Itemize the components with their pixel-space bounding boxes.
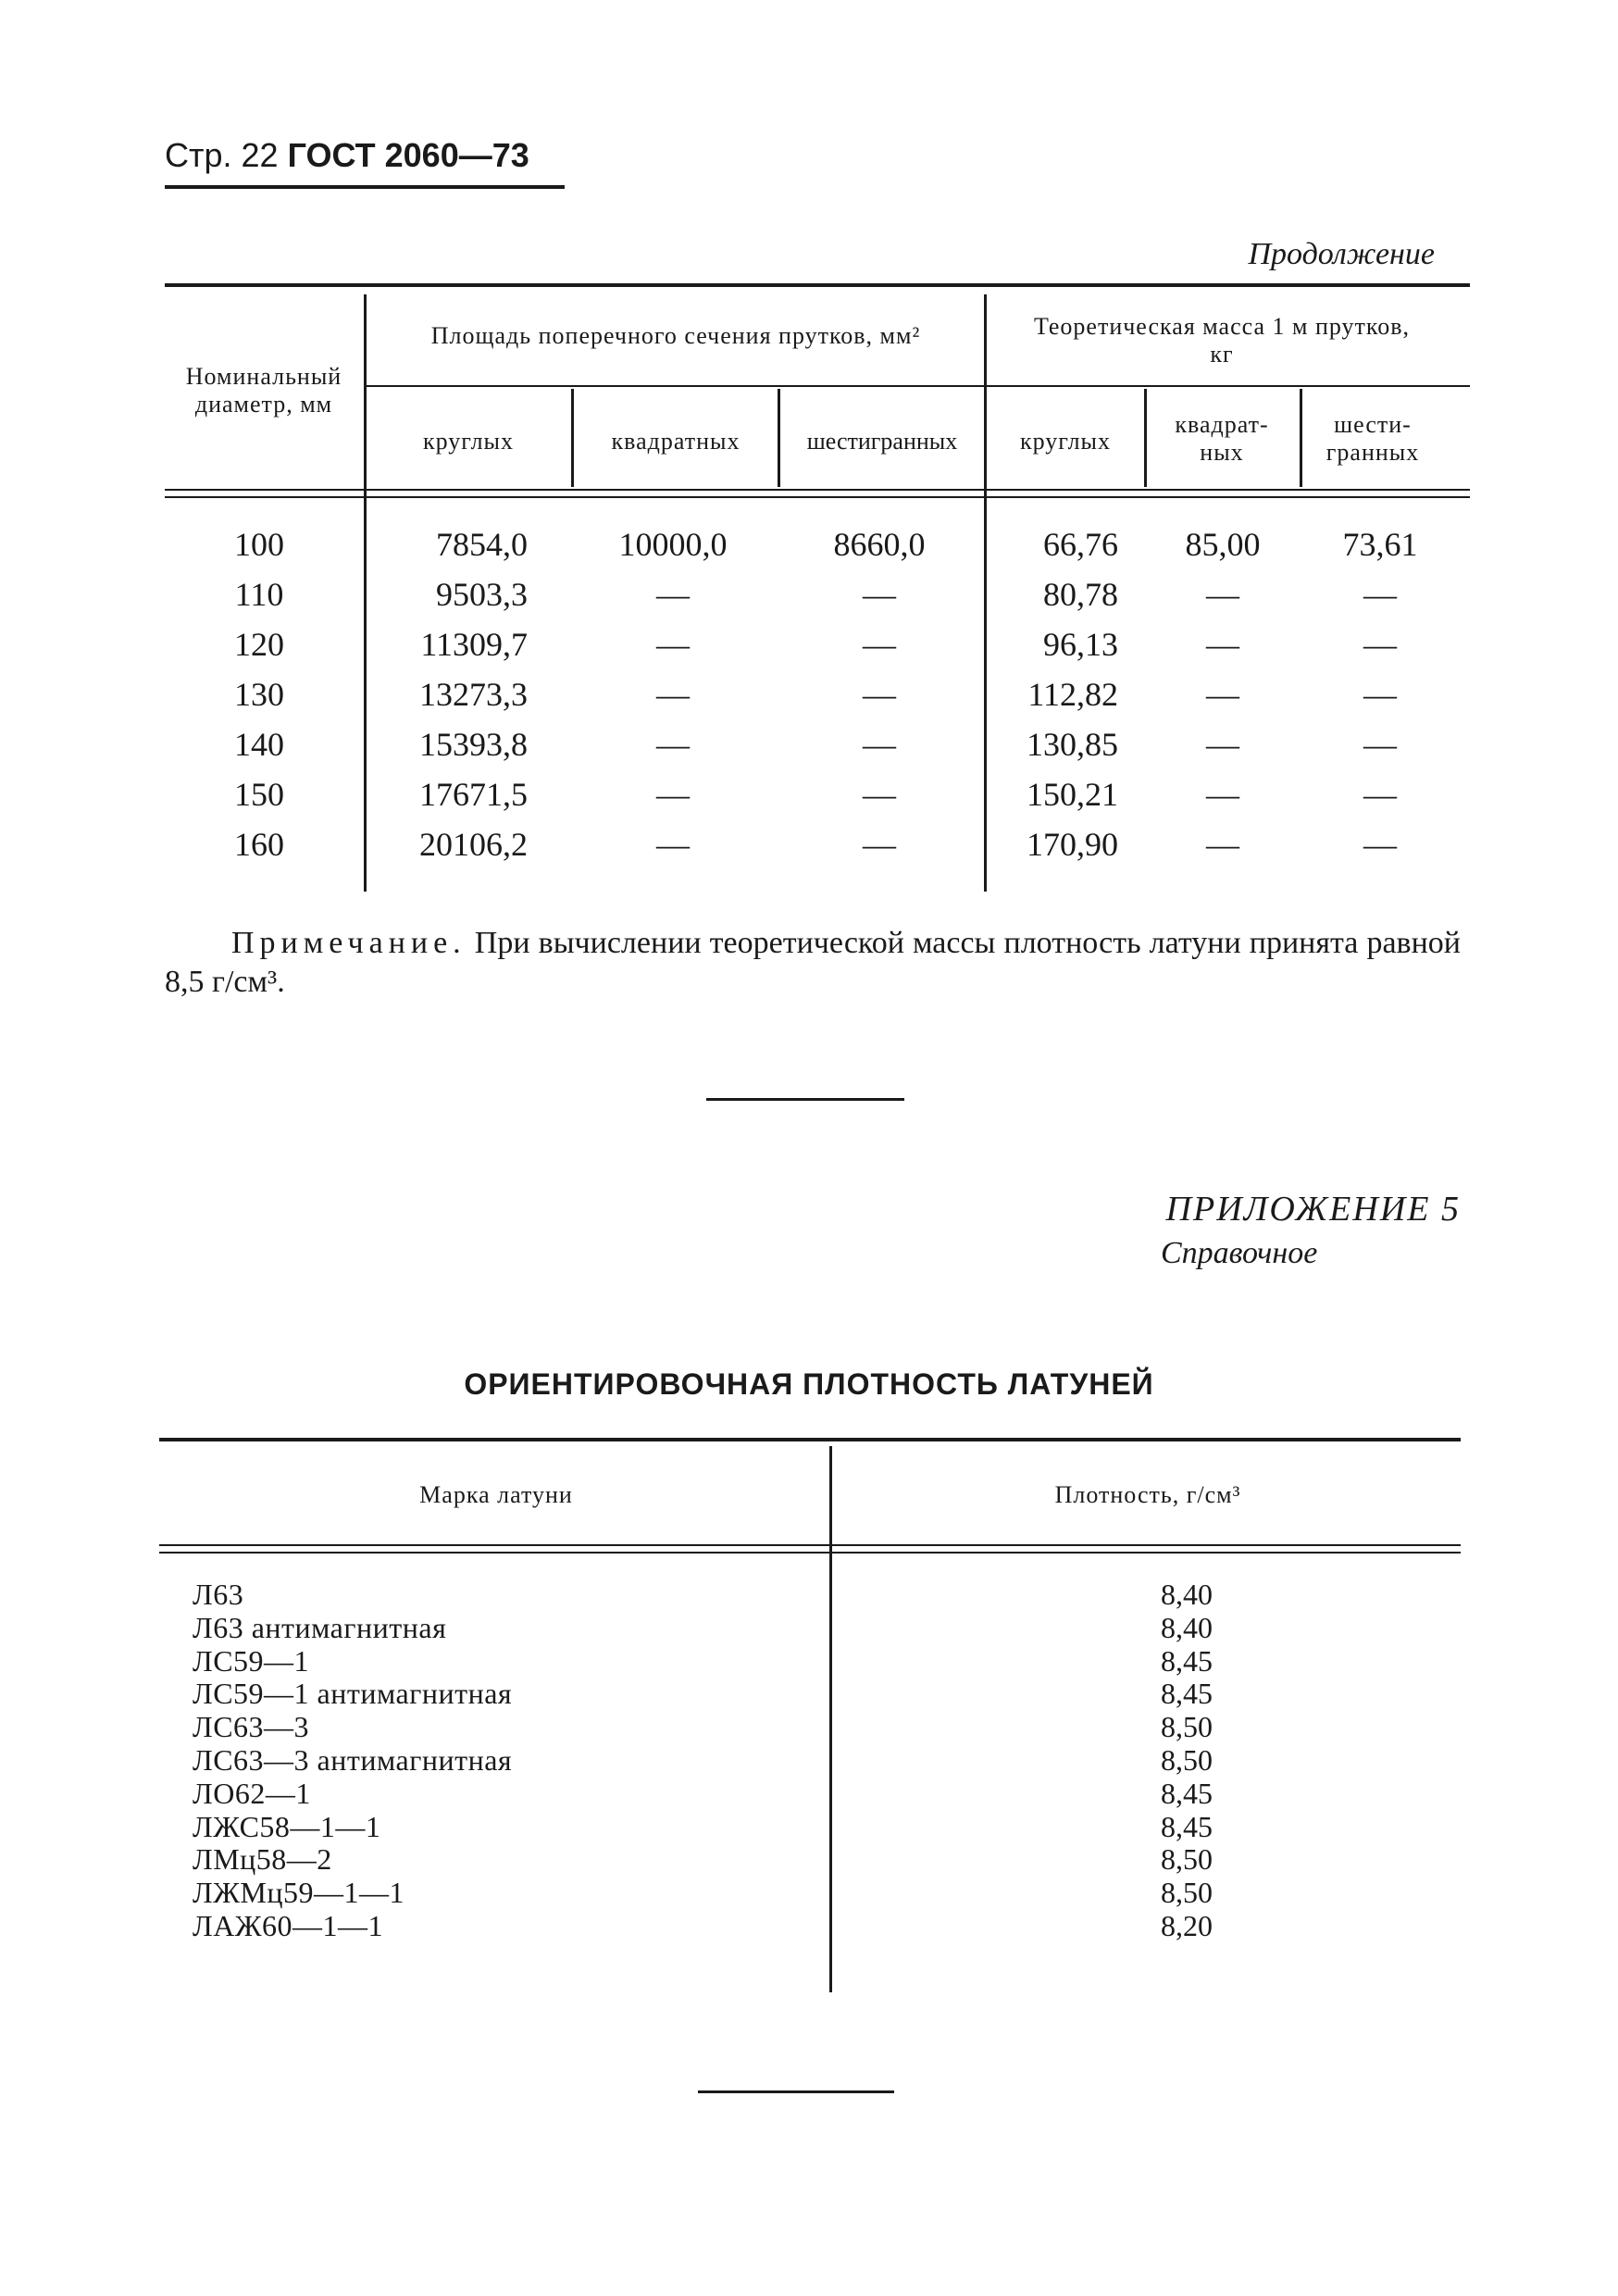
- cell-diameter: 130: [234, 676, 284, 713]
- table1-vline-1: [364, 294, 367, 892]
- cell-mass-hex: —: [1363, 776, 1397, 813]
- table-note: [165, 924, 1461, 1002]
- cell-area-square: —: [656, 576, 690, 613]
- cell-mass-round: 66,76: [1043, 526, 1118, 563]
- cell-grade: ЛС59—1 антимагнитная: [193, 1677, 513, 1711]
- cell-density: 8,45: [1161, 1643, 1213, 1678]
- cell-grade: ЛО62—1: [193, 1776, 311, 1810]
- sub-header-area-round: круглых: [422, 428, 515, 455]
- table2-header-rule-2: [159, 1552, 1461, 1554]
- cell-density: 8,40: [1161, 1578, 1213, 1611]
- cell-grade: ЛЖМц59—1—1: [193, 1876, 404, 1910]
- cell-area-square: —: [656, 676, 690, 713]
- cell-area-round: 15393,8: [419, 726, 528, 763]
- cell-area-hex: 8660,0: [833, 526, 926, 563]
- cell-area-round: 17671,5: [419, 776, 528, 813]
- table1-vline-6: [1300, 389, 1302, 487]
- cell-mass-square: 85,00: [1185, 526, 1261, 563]
- cell-mass-hex: —: [1363, 626, 1397, 663]
- table2-header-rule-1: [159, 1544, 1461, 1546]
- cell-density: 8,45: [1161, 1776, 1213, 1810]
- cell-area-square: 10000,0: [618, 526, 728, 563]
- cell-density: 8,50: [1161, 1876, 1213, 1910]
- col-header-mass-group: Теоретическая масса 1 м прутков, кг: [1033, 313, 1411, 368]
- cell-diameter: 140: [234, 726, 284, 763]
- separator-1: [706, 1098, 904, 1101]
- standard-number: ГОСТ 2060—73: [287, 136, 529, 174]
- cell-mass-round: 96,13: [1043, 626, 1118, 663]
- sub-header-area-square: квадратных: [611, 428, 741, 455]
- table1-vline-5: [1144, 389, 1147, 487]
- cell-area-round: 7854,0: [436, 526, 528, 563]
- cell-mass-round: 150,21: [1027, 776, 1118, 813]
- page-header: [165, 137, 529, 174]
- cell-mass-square: —: [1206, 826, 1239, 863]
- cell-density: 8,50: [1161, 1710, 1213, 1744]
- cell-density: 8,45: [1161, 1809, 1213, 1843]
- note-text: При вычислении теоретической массы плотность латуни принята равной 8,5 г/см³.: [165, 926, 1461, 999]
- col-header-density: Плотность, г/см³: [1054, 1481, 1241, 1508]
- page-label: Стр.: [165, 136, 232, 174]
- note-label: Примечание.: [231, 926, 467, 960]
- density-table-heading: ОРИЕНТИРОВОЧНАЯ ПЛОТНОСТЬ ЛАТУНЕЙ: [464, 1367, 1154, 1401]
- table2-top-rule: [159, 1438, 1461, 1441]
- cell-grade: ЛАЖ60—1—1: [193, 1909, 383, 1942]
- col-header-area-group: Площадь поперечного сечения прутков, мм²: [430, 322, 921, 349]
- table2-vline: [829, 1446, 832, 1992]
- cell-area-round: 11309,7: [420, 626, 528, 663]
- cell-area-round: 9503,3: [436, 576, 528, 613]
- cell-mass-round: 80,78: [1043, 576, 1118, 613]
- cell-mass-round: 112,82: [1027, 676, 1118, 713]
- separator-2: [698, 2090, 894, 2093]
- appendix-title: ПРИЛОЖЕНИЕ 5: [1165, 1190, 1461, 1229]
- page-number: 22: [241, 136, 279, 174]
- cell-density: 8,50: [1161, 1842, 1213, 1877]
- table1-group-rule: [366, 385, 1470, 387]
- table1-header-rule-1: [165, 489, 1470, 491]
- table1-header-rule-2: [165, 496, 1470, 498]
- cell-density: 8,20: [1161, 1909, 1213, 1942]
- cell-grade: Л63: [193, 1578, 244, 1611]
- cell-density: 8,50: [1161, 1743, 1213, 1777]
- continuation-label: Продолжение: [1248, 237, 1435, 271]
- cell-grade: ЛС63—3: [193, 1710, 310, 1744]
- col-header-diameter: Номинальный диаметр, мм: [185, 363, 342, 418]
- cell-grade: Л63 антимагнитная: [193, 1610, 447, 1644]
- sub-header-mass-square: квадрат-ных: [1175, 411, 1269, 466]
- cell-diameter: 160: [234, 826, 284, 863]
- cell-mass-square: —: [1206, 576, 1239, 613]
- sub-header-mass-round: круглых: [1019, 428, 1112, 455]
- table1-vline-4: [984, 294, 987, 892]
- table1-vline-2: [571, 389, 574, 487]
- cell-mass-round: 170,90: [1027, 826, 1118, 863]
- cell-mass-hex: 73,61: [1342, 526, 1418, 563]
- cell-area-hex: —: [863, 676, 896, 713]
- cell-mass-square: —: [1206, 776, 1239, 813]
- cell-area-square: —: [656, 776, 690, 813]
- cell-grade: ЛС59—1: [193, 1643, 310, 1678]
- cell-area-round: 13273,3: [419, 676, 528, 713]
- cell-mass-square: —: [1206, 726, 1239, 763]
- cell-area-hex: —: [863, 626, 896, 663]
- appendix-subtitle: Справочное: [1161, 1236, 1318, 1270]
- cell-mass-square: —: [1206, 626, 1239, 663]
- cell-area-square: —: [656, 826, 690, 863]
- cell-mass-hex: —: [1363, 576, 1397, 613]
- cell-area-hex: —: [863, 576, 896, 613]
- cell-grade: ЛС63—3 антимагнитная: [193, 1743, 513, 1777]
- cell-area-square: —: [656, 626, 690, 663]
- cell-area-hex: —: [863, 826, 896, 863]
- cell-area-square: —: [656, 726, 690, 763]
- cell-diameter: 150: [234, 776, 284, 813]
- cell-mass-hex: —: [1363, 676, 1397, 713]
- cell-grade: ЛМц58—2: [193, 1842, 332, 1877]
- cell-mass-square: —: [1206, 676, 1239, 713]
- sub-header-mass-hex: шести-гранных: [1326, 411, 1420, 466]
- cell-density: 8,40: [1161, 1610, 1213, 1644]
- cell-grade: ЛЖС58—1—1: [193, 1809, 381, 1843]
- cell-area-round: 20106,2: [419, 826, 528, 863]
- col-header-grade: Марка латуни: [419, 1481, 573, 1508]
- sub-header-area-hex: шестигранных: [806, 428, 958, 455]
- cell-area-hex: —: [863, 726, 896, 763]
- cell-diameter: 120: [234, 626, 284, 663]
- cell-diameter: 100: [234, 526, 284, 563]
- table1-top-rule: [165, 283, 1470, 287]
- cell-density: 8,45: [1161, 1677, 1213, 1711]
- cell-mass-hex: —: [1363, 826, 1397, 863]
- header-rule: [165, 185, 565, 189]
- cell-mass-hex: —: [1363, 726, 1397, 763]
- cell-diameter: 110: [234, 576, 284, 613]
- cell-area-hex: —: [863, 776, 896, 813]
- cell-mass-round: 130,85: [1027, 726, 1118, 763]
